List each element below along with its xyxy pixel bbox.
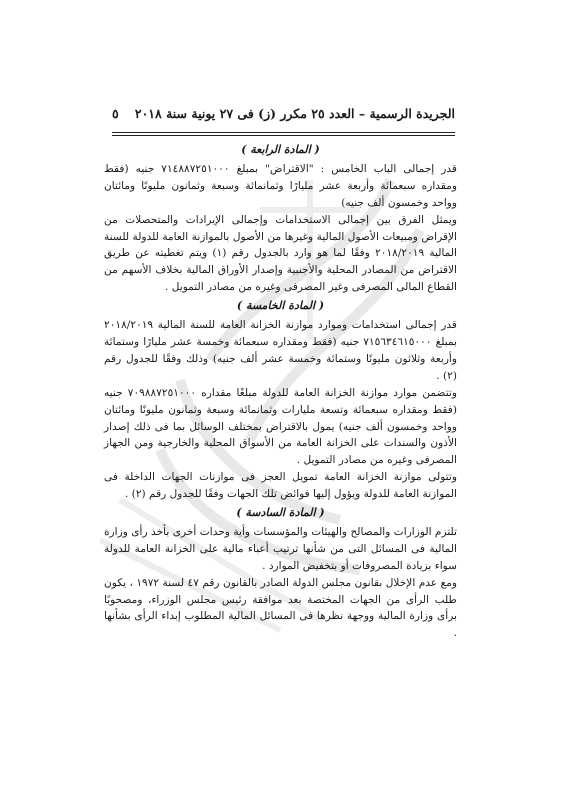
page-header: [112, 106, 455, 128]
article-5-paragraph-1: قدر إجمالى استخدامات وموارد موازنة الخزانة العامة للسنة المالية ٢٠١٨/٢٠١٩ بمبلغ ٧١٥٦٣٤٦١٥٠٠٠ جنيه (فقط ومقداره سبعمائة وخمسة عشر مليارًا وستمائة وأربعة وثلاثون مليونًا وستمائة وخمسة عشر ألف جنيه) وذلك وفقًا للجدول رقم (٢) .: [104, 319, 457, 382]
article-6-paragraph-1: تلتزم الوزارات والمصالح والهيئات والمؤسسات وأية وحدات أخرى بأخذ رأى وزارة المالية فى المسائل التى من شأنها ترتيب أعباء مالية على الخزانة العامة للدولة سواء بزيادة المصروفات أو بتخفيض الموارد .: [104, 525, 457, 572]
article-4-paragraph-2: ويمثل الفرق بين إجمالى الاستخدامات وإجمالى الإيرادات والمتحصلات من الإقراض ومبيعات الأصول المالية وغيرها من الأصول بالموازنة العامة للدولة للسنة المالية ٢٠١٨/٢٠١٩ وفقًا لما هو وارد بالجدول رقم (١) ويتم تغطيته عن طريق الاقتراض من المصادر المحلية والأجنبية وإصدار الأوراق المالية بخلاف الأسهم من القطاع المالى المصرفى وغير المصرفى وغيره من مصادر التمويل .: [104, 213, 457, 294]
header-title: الجريدة الرسمية – العدد ٢٥ مكرر (ز) فى ٢٧ يونية سنة ٢٠١٨: [134, 106, 455, 121]
page-number: ٥: [112, 106, 119, 121]
article-5-paragraph-2: وتتضمن موارد موازنة الخزانة العامة للدولة مبلغًا مقداره ٧٠٩٨٨٧٢٥١٠٠٠ جنيه (فقط ومقداره سبعمائة وتسعة مليارات وثمانمائة وسبعة وثمانون مليونًا ومائتان وواحد وخمسون ألف جنيه) يمول بالاقتراض بمختلف الوسائل بما فى ذلك إصدار الأذون والسندات على الخزانة العامة من الأسواق المحلية والخارجية ومن الجهاز المصرفى وغيره من مصادر التمويل .: [104, 386, 457, 467]
article-6-paragraph-2: ومع عدم الإخلال بقانون مجلس الدولة الصادر بالقانون رقم ٤٧ لسنة ١٩٧٢ ، يكون طلب الرأى من الجهات المختصة بعد موافقة رئيس مجلس الوزراء، ومصحوبًا برأى وزارة المالية ووجهة نظرها فى المسائل المالية المطلوب إبداء الرأى بشأنها .: [104, 576, 457, 640]
document-body: [104, 140, 457, 642]
article-4-heading: ( المادة الرابعة ): [241, 143, 320, 156]
article-5-paragraph-3: وتتولى موازنة الخزانة العامة تمويل العجز فى موازنات الجهات الداخلة فى الموازنة العامة للدولة ويؤول إليها فوائض تلك الجهات وفقًا للجدول رقم (٢) .: [104, 471, 457, 501]
article-4-paragraph-1: قدر إجمالى الباب الخامس : "الاقتراض" بمبلغ ٧١٤٨٨٧٢٥١٠٠٠ جنيه (فقط ومقداره سبعمائة وأربعة عشر مليارًا وثمانمائة وسبعة وثمانون مليونًا ومائتان وواحد وخمسون ألف جنيه): [104, 162, 457, 209]
header-divider: [112, 132, 455, 136]
article-6-heading: ( المادة السادسة ): [236, 506, 325, 520]
article-5-heading: ( المادة الخامسة ): [236, 299, 325, 313]
